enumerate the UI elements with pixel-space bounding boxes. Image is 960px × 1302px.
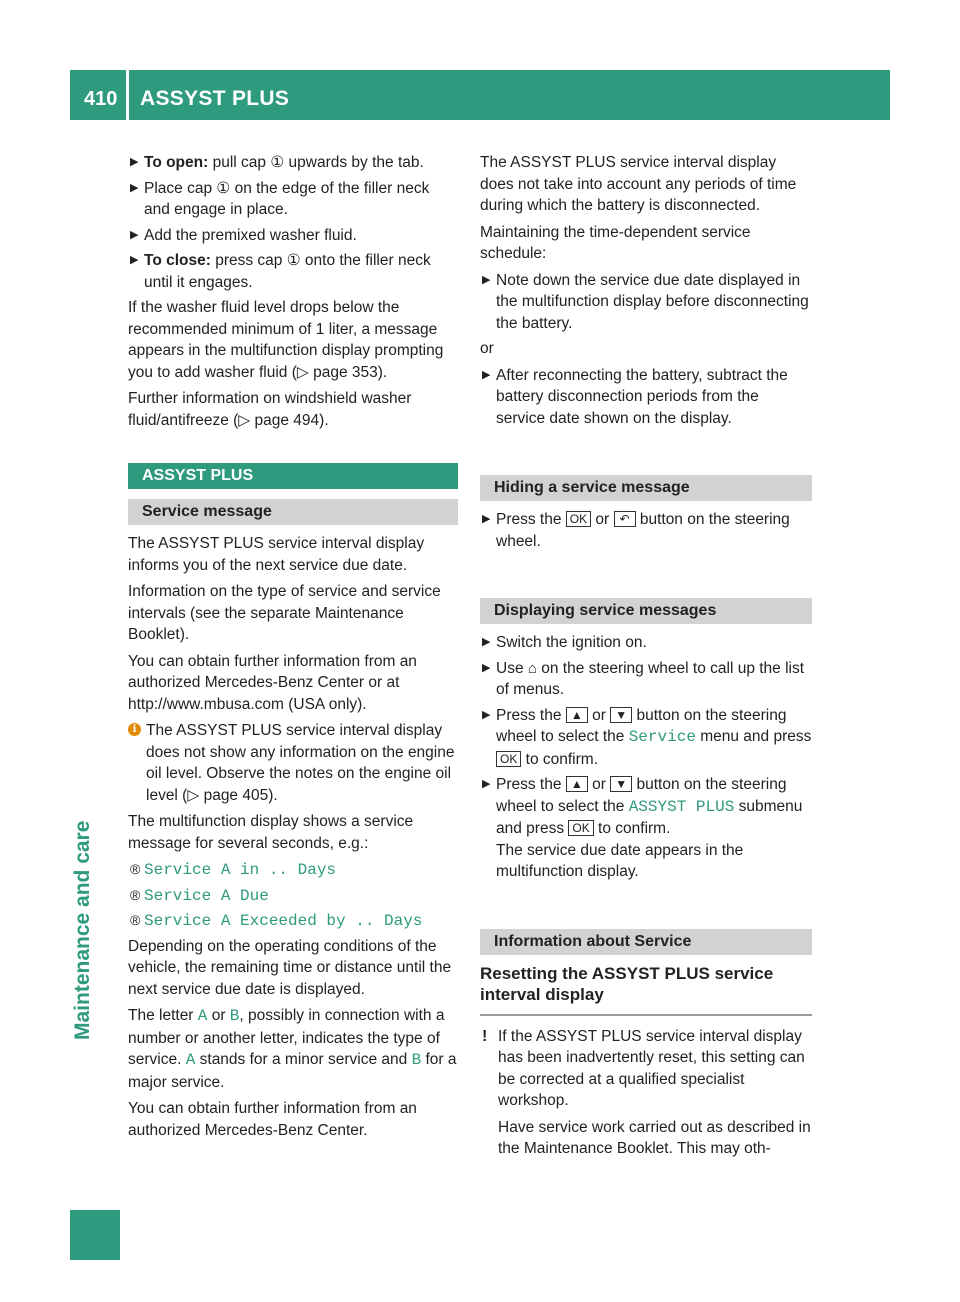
- paragraph: Have service work carried out as described in the Maintenance Booklet. This may oth-: [498, 1118, 811, 1157]
- text: or: [587, 706, 611, 724]
- ok-key-icon: OK: [496, 751, 521, 767]
- text: to confirm.: [593, 820, 671, 837]
- submenu-name: ASSYST PLUS: [628, 797, 735, 816]
- arrow-right-icon: ▶: [482, 273, 491, 286]
- text: submenu and press: [496, 797, 803, 837]
- text: Press the: [496, 706, 566, 724]
- step-ignition: [480, 632, 812, 654]
- step-text: After reconnecting the battery, subtract the battery disconnection periods from the service date shown on the display.: [496, 366, 788, 427]
- text: The letter: [128, 1007, 198, 1024]
- step-label: To close:: [144, 252, 211, 269]
- page-title: ASSYST PLUS: [140, 87, 290, 110]
- text: The service due date appears in the multifunction display.: [496, 841, 744, 880]
- list-item: [128, 859, 458, 882]
- bullet-icon: ®: [130, 886, 141, 903]
- letter-b: B: [411, 1051, 422, 1069]
- section-heading-service-message: Service message: [128, 499, 458, 525]
- page-number: 410: [84, 88, 118, 110]
- text: for a major service.: [128, 1051, 457, 1091]
- subheading-resetting: Resetting the ASSYST PLUS service interval display: [480, 963, 812, 1016]
- step-select-assyst: [480, 774, 812, 883]
- note-text: If the ASSYST PLUS service interval display has been inadvertently reset, this setting can be corrected at a qualified specialist workshop.: [498, 1027, 805, 1109]
- step-text: pull cap ① upwards by the tab.: [208, 154, 424, 171]
- step-home: [480, 658, 812, 701]
- warning-note: [480, 1026, 812, 1112]
- text: Press the: [496, 511, 566, 528]
- up-key-icon: ▲: [566, 707, 588, 723]
- chapter-title: Maintenance and care: [71, 820, 94, 1040]
- text: , possibly in connection with a number or another letter, indicates the type of service.: [128, 1007, 445, 1068]
- display-message: Service A in .. Days: [144, 861, 337, 879]
- arrow-right-icon: ▶: [482, 368, 491, 381]
- display-message: Service A Exceeded by .. Days: [144, 912, 423, 930]
- arrow-right-icon: ▶: [482, 708, 491, 721]
- paragraph: You can obtain further information from an authorized Mercedes-Benz Center or at http://www.mbusa.com (USA only).: [128, 652, 417, 713]
- info-icon: i: [128, 723, 141, 736]
- step-close: [128, 250, 458, 293]
- text: button on the steering wheel to select the: [496, 706, 787, 745]
- paragraph: The ASSYST PLUS service interval display informs you of the next service due date.: [128, 535, 425, 574]
- arrow-right-icon: ▶: [130, 156, 139, 168]
- up-key-icon: ▲: [566, 776, 588, 792]
- arrow-right-icon: ▶: [482, 636, 491, 648]
- paragraph: Information on the type of service and service intervals (see the separate Maintenance Booklet).: [128, 583, 441, 643]
- step-note-date: [480, 270, 812, 335]
- down-key-icon: ▼: [610, 707, 632, 723]
- or-text: or: [480, 340, 494, 357]
- text: Use: [496, 659, 528, 677]
- arrow-right-icon: ▶: [130, 228, 139, 241]
- step-hide: [480, 509, 812, 552]
- chapter-marker: [70, 1210, 120, 1260]
- step-place: [128, 178, 458, 221]
- text: button on the steering wheel to select the: [496, 776, 787, 815]
- arrow-right-icon: ▶: [482, 778, 491, 790]
- list-item: [128, 910, 458, 933]
- step-select-service: [480, 705, 812, 771]
- text: stands for a minor service and: [195, 1051, 412, 1068]
- letter-b: B: [229, 1007, 240, 1025]
- text: or: [207, 1007, 230, 1024]
- text: button on the steering wheel.: [496, 511, 790, 550]
- paragraph: If the washer fluid level drops below the recommended minimum of 1 liter, a message appears in the multifunction display prompting you to add washer fluid (▷ page 353).: [128, 299, 444, 381]
- menu-name: Service: [628, 728, 696, 746]
- step-text: Add the premixed washer fluid.: [144, 226, 357, 244]
- paragraph: Depending on the operating conditions of the vehicle, the remaining time or distance until the next service due date is displayed.: [128, 937, 452, 998]
- step-label: To open:: [144, 154, 209, 171]
- ok-key-icon: OK: [568, 820, 593, 836]
- arrow-right-icon: ▶: [130, 181, 139, 194]
- paragraph: Maintaining the time-dependent service schedule:: [480, 223, 751, 262]
- bullet-icon: ®: [130, 861, 141, 877]
- ok-key-icon: OK: [566, 511, 591, 527]
- text: to confirm.: [521, 750, 599, 768]
- arrow-right-icon: ▶: [482, 661, 491, 674]
- letter-a: A: [185, 1051, 196, 1069]
- step-open: [128, 152, 458, 174]
- text: menu and press: [695, 728, 812, 745]
- text: or: [587, 776, 611, 793]
- note-text: The ASSYST PLUS service interval display does not show any information on the engine oil level. Observe the notes on the engine oil level (▷ page 405).: [146, 722, 455, 804]
- home-icon: ⌂: [527, 659, 537, 677]
- step-text: Note down the service due date displayed in the multifunction display before disconnecting the battery.: [496, 271, 809, 332]
- text: on the steering wheel to call up the list of menus.: [496, 659, 805, 698]
- step-subtract: [480, 365, 812, 430]
- display-message: Service A Due: [144, 886, 269, 905]
- section-heading-information: Information about Service: [480, 929, 812, 955]
- warning-icon: !: [482, 1027, 488, 1045]
- arrow-right-icon: ▶: [130, 254, 139, 266]
- section-heading-assyst: ASSYST PLUS: [128, 463, 458, 489]
- text: or: [591, 511, 614, 528]
- step-text: press cap ① onto the filler neck until it engages.: [144, 252, 431, 291]
- paragraph: The ASSYST PLUS service interval display does not take into account any periods of time during which the battery is disconnected.: [480, 154, 797, 214]
- paragraph-service-letters: [128, 1005, 458, 1093]
- section-heading-displaying: Displaying service messages: [480, 598, 812, 624]
- paragraph: You can obtain further information from an authorized Mercedes-Benz Center.: [128, 1100, 417, 1139]
- arrow-right-icon: ▶: [482, 513, 491, 525]
- paragraph: The multifunction display shows a service message for several seconds, e.g.:: [128, 813, 414, 852]
- section-heading-hiding: Hiding a service message: [480, 475, 812, 501]
- step-text: Place cap ① on the edge of the filler neck and engage in place.: [144, 179, 430, 218]
- step-add: [128, 225, 458, 247]
- right-column: [480, 152, 812, 1165]
- bullet-icon: ®: [130, 912, 141, 928]
- paragraph: Further information on windshield washer fluid/antifreeze (▷ page 494).: [128, 390, 412, 429]
- header-divider: [126, 70, 129, 120]
- down-key-icon: ▼: [610, 776, 632, 792]
- text: Press the: [496, 776, 566, 793]
- info-note: [128, 720, 458, 806]
- back-key-icon: ↶: [614, 511, 636, 527]
- list-item: [128, 885, 458, 908]
- letter-a: A: [197, 1007, 208, 1025]
- left-column: [128, 152, 458, 1146]
- step-text: Switch the ignition on.: [496, 634, 647, 651]
